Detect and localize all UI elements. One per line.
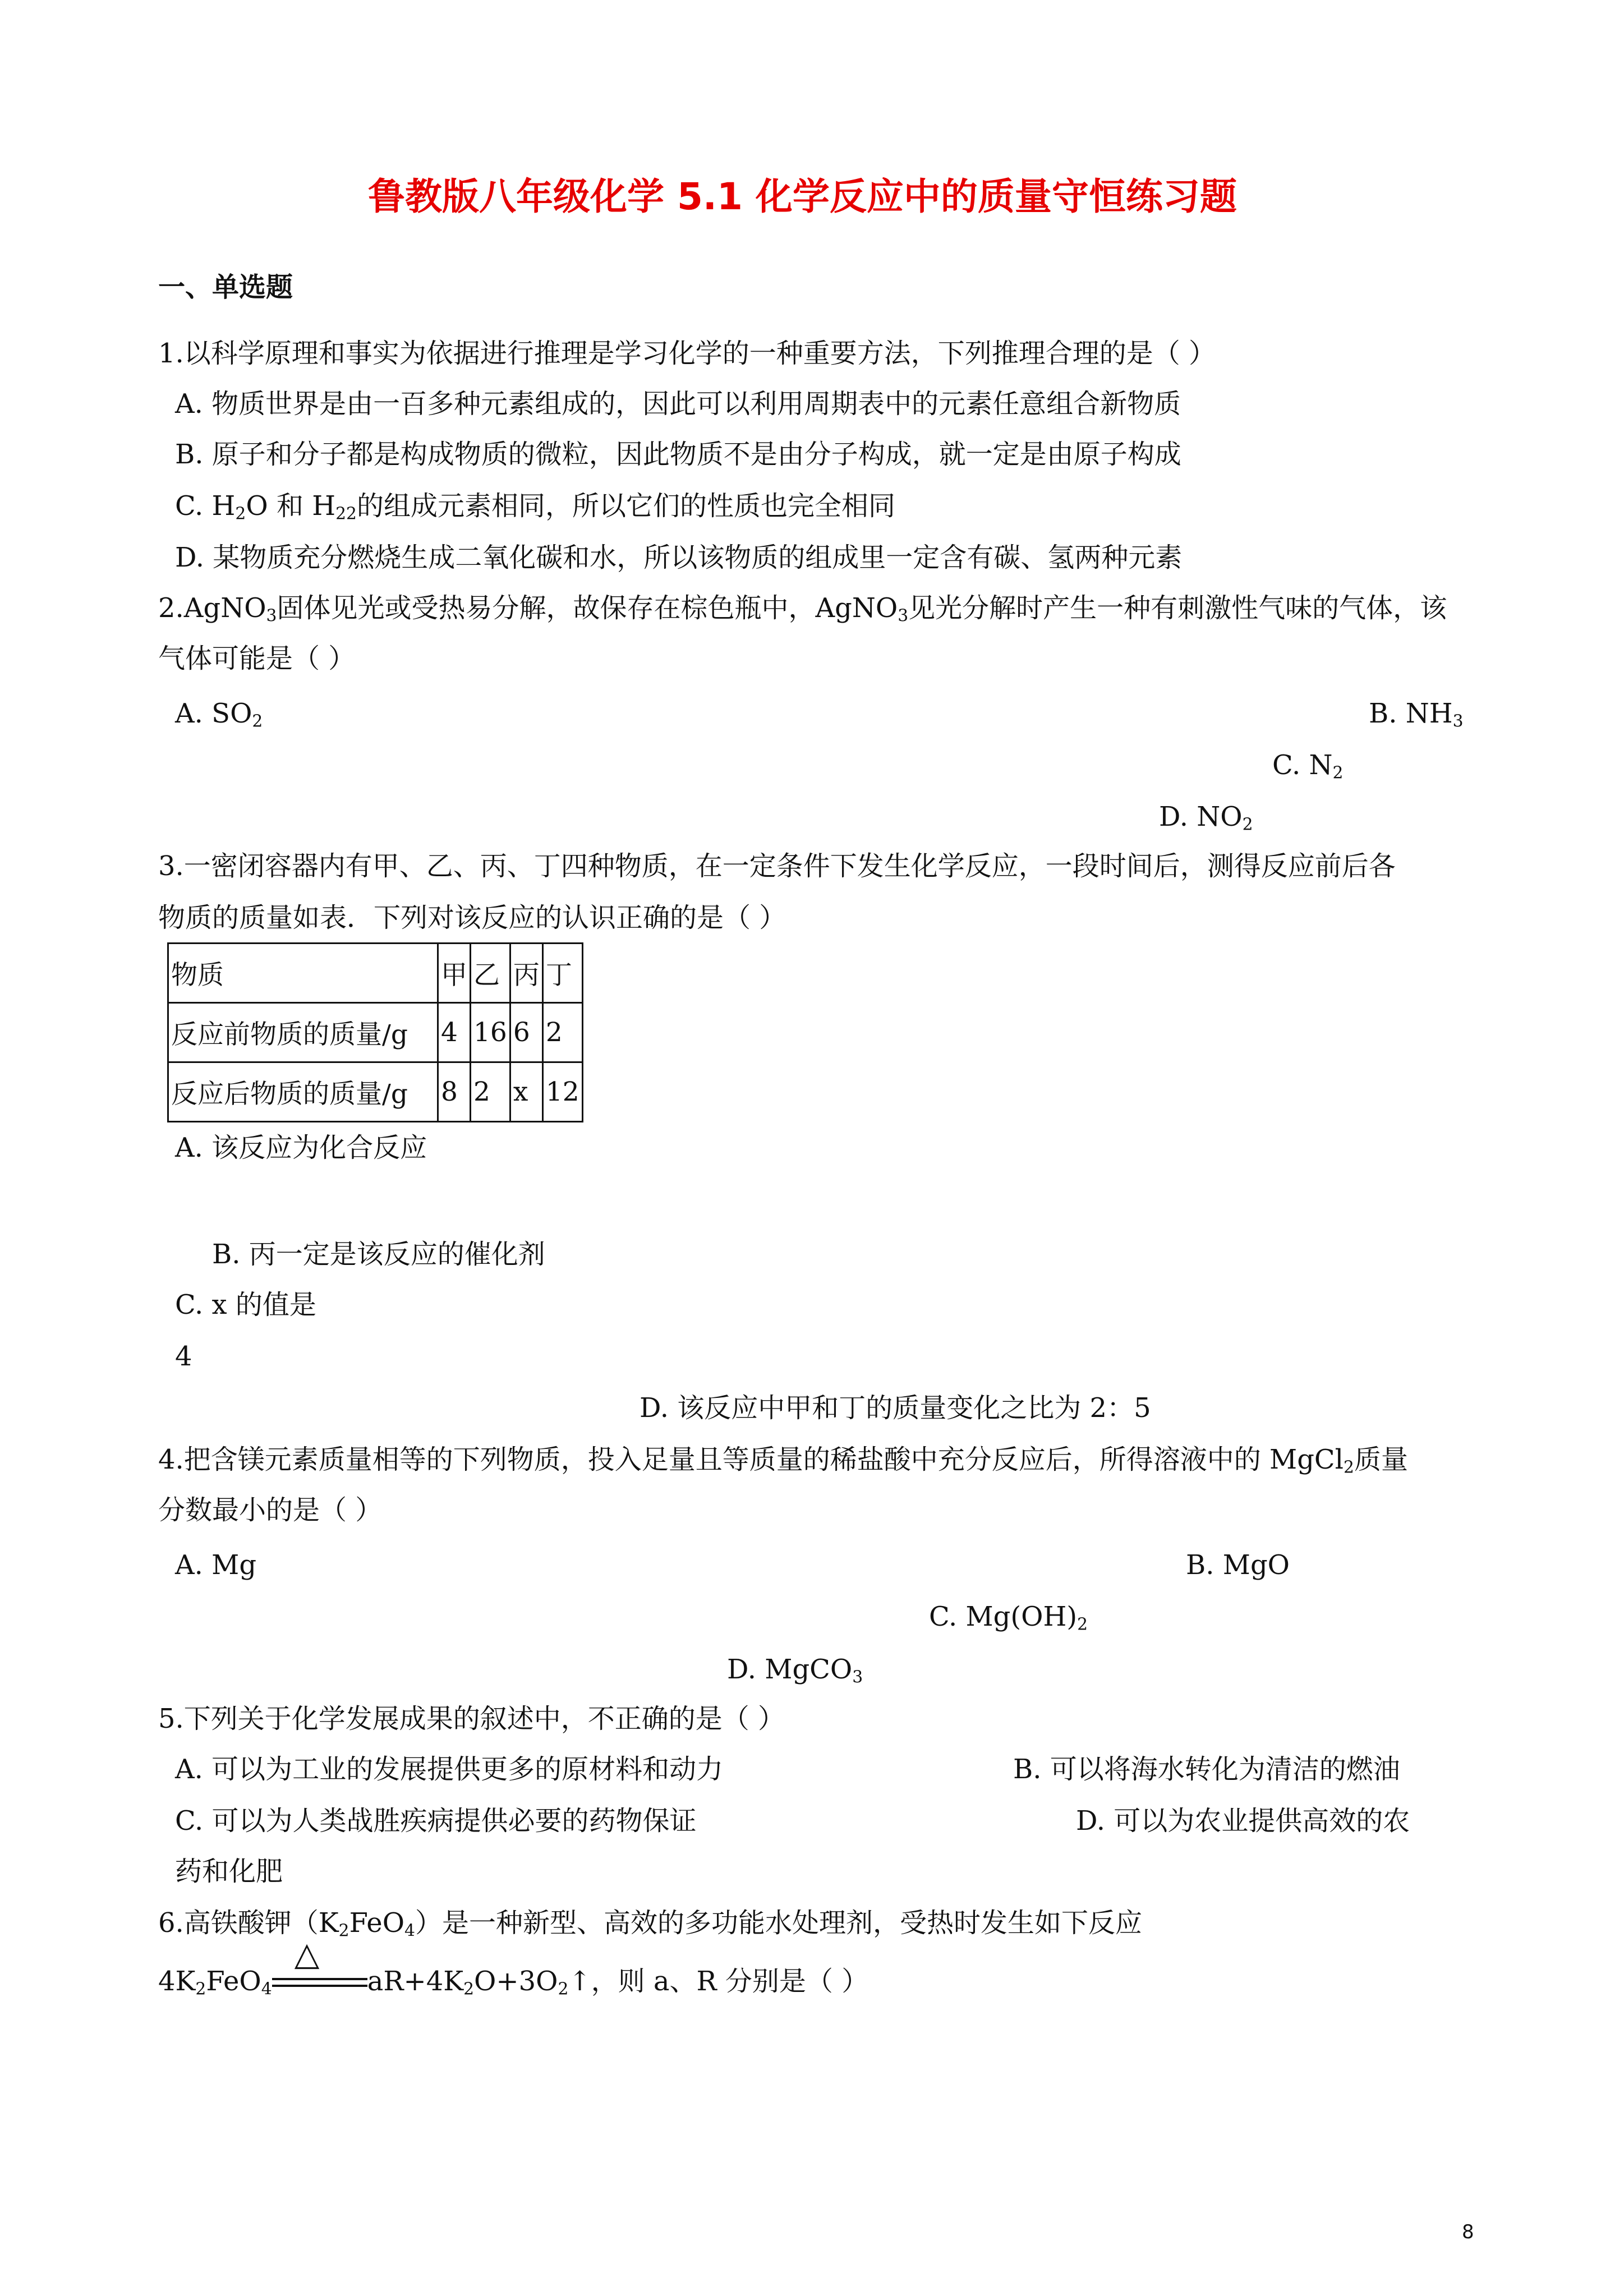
table-cell: 甲: [438, 944, 471, 1003]
q3-option-c-value: 4: [175, 1341, 192, 1372]
q4-option-a: A. Mg: [175, 1549, 257, 1581]
heat-triangle-icon: △: [294, 1935, 320, 1973]
q4-option-c: C. $Mg(OH)_2$: [929, 1601, 1088, 1635]
table-cell: 12: [542, 1062, 582, 1122]
page-number: 8: [1462, 2221, 1474, 2243]
q5-option-b: B. 可以将海水转化为清洁的燃油: [1013, 1754, 1400, 1785]
q3-option-a: A. 该反应为化合反应: [175, 1132, 427, 1163]
q6-stem: 6.高铁酸钾$(K_2FeO_4)$是一种新型、高效的多功能水处理剂，受热时发生如下反应: [158, 1907, 1142, 1941]
table-cell: 2: [542, 1003, 582, 1062]
q4-stem-line1: 4.把含镁元素质量相等的下列物质，投入足量且等质量的稀盐酸中充分反应后，所得溶液中的 MgCl$_2$质量: [158, 1444, 1408, 1478]
table-cell: 16: [471, 1003, 510, 1062]
q5-stem: 5.下列关于化学发展成果的叙述中，不正确的是（ ）: [158, 1703, 785, 1734]
page-title: 鲁教版八年级化学 5.1 化学反应中的质量守恒练习题: [368, 175, 1237, 218]
q2-option-c: C. $N_2$: [1272, 749, 1344, 783]
table-cell: 2: [471, 1062, 510, 1122]
table-cell: 6: [510, 1003, 542, 1062]
q5-option-c: C. 可以为人类战胜疾病提供必要的药物保证: [175, 1805, 697, 1837]
q4-option-d: D. MgCO$_3$: [727, 1654, 863, 1687]
q3-option-d: D. 该反应中甲和丁的质量变化之比为 2：5: [640, 1392, 1151, 1424]
table-cell: 4: [438, 1003, 471, 1062]
q3-option-c: C. x 的值是: [175, 1289, 316, 1320]
q1-option-c: C. $H_2O$ 和 $H_22$的组成元素相同，所以它们的性质也完全相同: [175, 490, 895, 524]
q1-option-d: D. 某物质充分燃烧生成二氧化碳和水，所以该物质的组成里一定含有碳、氢两种元素: [175, 542, 1183, 573]
table-row: [168, 1062, 583, 1122]
q1-option-b: B. 原子和分子都是构成物质的微粒，因此物质不是由分子构成，就一定是由原子构成: [175, 439, 1181, 470]
table-row: [168, 1003, 583, 1062]
table-header-row: [168, 944, 583, 1003]
table-cell: 丁: [542, 944, 582, 1003]
heat-arrow: [272, 1935, 367, 1993]
table-cell: 8: [438, 1062, 471, 1122]
q2-option-b: B. $NH_3$: [1369, 698, 1464, 731]
q5-option-d: D. 可以为农业提供高效的农: [1076, 1805, 1410, 1837]
q4-stem-line2: 分数最小的是（ ）: [158, 1494, 383, 1526]
q3-stem-line1: 3.一密闭容器内有甲、乙、丙、丁四种物质，在一定条件下发生化学反应，一段时间后，测得反应前后各: [158, 850, 1396, 882]
q1-stem: 1.以科学原理和事实为依据进行推理是学习化学的一种重要方法，下列推理合理的是（ ）: [158, 338, 1216, 369]
table-cell: 反应前物质的质量/g: [168, 1003, 438, 1062]
table-cell: 乙: [471, 944, 510, 1003]
q6-equation: $4K_2FeO_4$ △ $aR+4K_2O+3O_2↑$，则 a、R 分别是（ ）: [158, 1935, 869, 1999]
q3-stem-line2: 物质的质量如表．下列对该反应的认识正确的是（ ）: [158, 902, 786, 933]
table-cell: 丙: [510, 944, 542, 1003]
table-cell: 物质: [168, 944, 438, 1003]
q5-option-a: A. 可以为工业的发展提供更多的原材料和动力: [175, 1754, 724, 1785]
q5-option-d-continued: 药和化肥: [175, 1856, 283, 1887]
table-cell: x: [510, 1062, 542, 1122]
q2-stem-line1: 2.AgNO$_3$固体见光或受热易分解，故保存在棕色瓶中，AgNO$_3$见光分解时产生一种有刺激性气味的气体，该: [158, 592, 1447, 626]
table-cell: 反应后物质的质量/g: [168, 1062, 438, 1122]
q2-stem-line2: 气体可能是（ ）: [158, 643, 356, 674]
q1-option-a: A. 物质世界是由一百多种元素组成的，因此可以利用周期表中的元素任意组合新物质: [175, 388, 1181, 420]
q4-option-b: B. MgO: [1186, 1549, 1290, 1581]
q3-option-b: B. 丙一定是该反应的催化剂: [212, 1239, 545, 1270]
q2-option-d: D. $NO_2$: [1159, 801, 1253, 835]
mass-table: [167, 942, 583, 1122]
section-heading: 一、单选题: [158, 272, 293, 303]
q2-option-a: A. $SO_2$: [175, 698, 263, 731]
